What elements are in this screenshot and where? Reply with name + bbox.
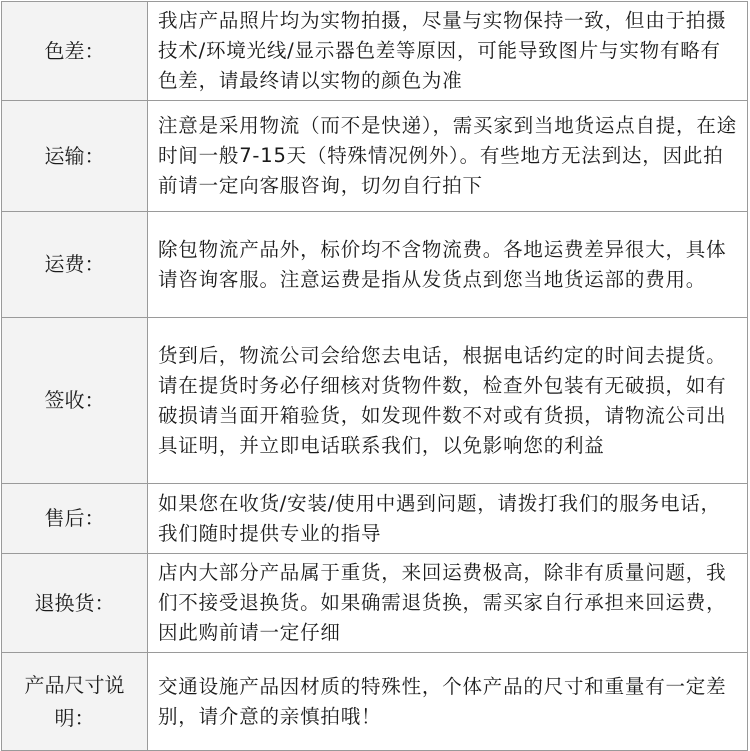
- policy-row-freight: [2, 212, 748, 318]
- policy-label: 退换货：: [2, 554, 148, 653]
- policy-text: 我店产品照片均为实物拍摄，尽量与实物保持一致，但由于拍摄技术/环境光线/显示器色差等原因，可能导致图片与实物有略有色差，请最终请以实物的颜色为准: [148, 2, 748, 101]
- policy-label: 色差：: [2, 2, 148, 101]
- policy-text: 除包物流产品外，标价均不含物流费。各地运费差异很大，具体请咨询客服。注意运费是指从发货点到您当地货运部的费用。: [148, 212, 748, 318]
- policy-text: 如果您在收货/安装/使用中遇到问题，请拨打我们的服务电话，我们随时提供专业的指导: [148, 484, 748, 554]
- policy-row-after-sales: [2, 484, 748, 554]
- policy-text: 注意是采用物流（而不是快递），需买家到当地货运点自提，在途时间一般7-15天（特殊情况例外）。有些地方无法到达，因此拍前请一定向客服咨询，切勿自行拍下: [148, 101, 748, 212]
- policy-text: 店内大部分产品属于重货，来回运费极高，除非有质量问题，我们不接受退换货。如果确需退货换，需买家自行承担来回运费，因此购前请一定仔细: [148, 554, 748, 653]
- policy-label: 售后：: [2, 484, 148, 554]
- policy-row-size-note: [2, 653, 748, 751]
- policy-label: 签收：: [2, 318, 148, 484]
- policy-text: 货到后，物流公司会给您去电话，根据电话约定的时间去提货。请在提货时务必仔细核对货物件数，检查外包装有无破损，如有破损请当面开箱验货，如发现件数不对或有货损，请物流公司出具证明，并立即电话联系我们，以免影响您的利益: [148, 318, 748, 484]
- policy-row-shipping: [2, 101, 748, 212]
- policy-label: 运费：: [2, 212, 148, 318]
- policy-row-returns: [2, 554, 748, 653]
- policy-row-signing: [2, 318, 748, 484]
- policy-row-color-difference: [2, 2, 748, 101]
- store-policy-table: [1, 1, 748, 751]
- policy-label: 产品尺寸说明：: [2, 653, 148, 751]
- policy-text: 交通设施产品因材质的特殊性，个体产品的尺寸和重量有一定差别，请介意的亲慎拍哦！: [148, 653, 748, 751]
- policy-label: 运输：: [2, 101, 148, 212]
